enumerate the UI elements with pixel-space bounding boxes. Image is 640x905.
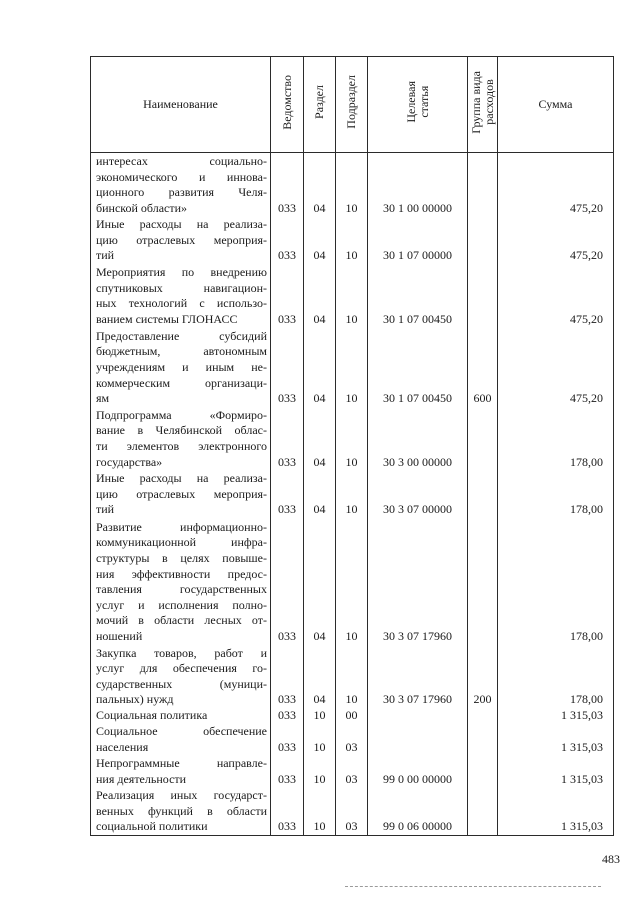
row-name-line: ных технологий с использо- [96, 296, 267, 311]
row-subsection: 10 [336, 327, 368, 406]
row-group [468, 724, 498, 756]
row-subsection: 10 [336, 153, 368, 217]
row-name-line: ния эффективности предос- [96, 566, 267, 581]
row-name-line: ния деятельности [96, 771, 187, 786]
row-name-line: мочий в области лесных от- [96, 613, 267, 628]
row-target: 30 1 07 00450 [368, 327, 468, 406]
row-name-line: социальной политики [96, 819, 208, 834]
table-row [91, 264, 614, 327]
row-name-line: учреждениям и иным не- [96, 359, 267, 374]
table-header [91, 57, 614, 153]
row-name [91, 708, 271, 724]
row-dept: 033 [271, 518, 304, 645]
row-name [91, 327, 271, 406]
row-group [468, 264, 498, 327]
row-name-line: услуг и исполнения полно- [96, 597, 267, 612]
row-name [91, 518, 271, 645]
row-name-line: тий [96, 248, 115, 263]
row-group [468, 153, 498, 217]
row-name-line: коммуникационной инфра- [96, 535, 267, 550]
row-name-line: цию отраслевых мероприя- [96, 232, 267, 247]
row-section: 04 [304, 518, 336, 645]
row-name [91, 264, 271, 327]
row-subsection: 10 [336, 264, 368, 327]
row-amount: 178,00 [498, 645, 614, 708]
row-name-line: пальных) нужд [96, 692, 174, 707]
row-target: 99 0 00 00000 [368, 756, 468, 788]
row-name-line: услуг для обеспечения го- [96, 661, 267, 676]
row-amount: 178,00 [498, 470, 614, 518]
row-dept: 033 [271, 756, 304, 788]
table-row [91, 407, 614, 470]
row-amount: 178,00 [498, 518, 614, 645]
row-name-line: Непрограммные направле- [96, 756, 267, 771]
row-section: 10 [304, 787, 336, 835]
row-name-line: населения [96, 740, 149, 755]
row-name [91, 724, 271, 756]
row-name [91, 787, 271, 835]
row-amount: 475,20 [498, 153, 614, 217]
row-group [468, 216, 498, 264]
header-group: Группа вида расходов [468, 57, 498, 153]
header-name: Наименование [91, 57, 271, 153]
table-row [91, 708, 614, 724]
row-name [91, 645, 271, 708]
row-dept: 033 [271, 327, 304, 406]
row-subsection: 10 [336, 216, 368, 264]
row-name-line: ванием системы ГЛОНАСС [96, 311, 238, 326]
row-target: 30 1 07 00000 [368, 216, 468, 264]
row-name-line: ям [96, 391, 110, 406]
row-name-line: цию отраслевых мероприя- [96, 486, 267, 501]
row-name-line: тий [96, 502, 115, 517]
row-name [91, 470, 271, 518]
row-amount: 178,00 [498, 407, 614, 470]
row-target: 30 3 07 00000 [368, 470, 468, 518]
row-target [368, 724, 468, 756]
row-group [468, 518, 498, 645]
table-row [91, 756, 614, 788]
row-section: 04 [304, 216, 336, 264]
row-amount: 1 315,03 [498, 724, 614, 756]
row-name-line: венных функций в области [96, 803, 267, 818]
row-section: 04 [304, 470, 336, 518]
row-amount: 1 315,03 [498, 787, 614, 835]
row-name-line: ношений [96, 629, 143, 644]
row-subsection: 03 [336, 756, 368, 788]
row-dept: 033 [271, 787, 304, 835]
row-target: 30 1 07 00450 [368, 264, 468, 327]
header-subsection: Подраздел [336, 57, 368, 153]
row-name-line: вание в Челябинской облас- [96, 423, 267, 438]
row-section: 04 [304, 153, 336, 217]
row-name-line: Предоставление субсидий [96, 328, 267, 343]
row-name [91, 153, 271, 217]
row-name-line: бюджетным, автономным [96, 344, 267, 359]
row-section: 04 [304, 327, 336, 406]
table-body [91, 153, 614, 836]
header-dept: Ведомство [271, 57, 304, 153]
row-amount: 1 315,03 [498, 708, 614, 724]
row-amount: 475,20 [498, 264, 614, 327]
row-name-line: структуры в целях повыше- [96, 551, 267, 566]
row-group [468, 470, 498, 518]
row-name-line: Закупка товаров, работ и [96, 645, 267, 660]
table-row [91, 470, 614, 518]
row-name-line: сударственных (муници- [96, 676, 267, 691]
row-section: 10 [304, 756, 336, 788]
row-section: 04 [304, 264, 336, 327]
row-subsection: 10 [336, 518, 368, 645]
table-row [91, 787, 614, 835]
header-target: Целевая статья [368, 57, 468, 153]
row-subsection: 03 [336, 724, 368, 756]
row-dept: 033 [271, 216, 304, 264]
row-name-line: Развитие информационно- [96, 519, 267, 534]
row-name-line: ционного развития Челя- [96, 185, 267, 200]
table-row [91, 724, 614, 756]
row-group [468, 787, 498, 835]
page-number: 483 [602, 852, 620, 866]
row-subsection: 03 [336, 787, 368, 835]
row-target: 30 3 00 00000 [368, 407, 468, 470]
row-dept: 033 [271, 708, 304, 724]
row-subsection: 10 [336, 407, 368, 470]
row-group: 200 [468, 645, 498, 708]
row-amount: 475,20 [498, 216, 614, 264]
row-subsection: 10 [336, 645, 368, 708]
row-name [91, 216, 271, 264]
row-target: 30 1 00 00000 [368, 153, 468, 217]
row-group [468, 708, 498, 724]
row-subsection: 10 [336, 470, 368, 518]
row-section: 10 [304, 708, 336, 724]
table-row [91, 518, 614, 645]
row-target: 30 3 07 17960 [368, 518, 468, 645]
header-amount: Сумма [498, 57, 614, 153]
row-name-line: спутниковых навигацион- [96, 280, 267, 295]
table-row [91, 327, 614, 406]
row-name-line: интересах социально- [96, 154, 267, 169]
budget-table [90, 56, 614, 836]
row-target: 30 3 07 17960 [368, 645, 468, 708]
row-dept: 033 [271, 470, 304, 518]
row-name-line: коммерческим организаци- [96, 375, 267, 390]
row-name-line: Иные расходы на реализа- [96, 470, 267, 485]
row-section: 04 [304, 645, 336, 708]
row-target: 99 0 06 00000 [368, 787, 468, 835]
row-group: 600 [468, 327, 498, 406]
row-group [468, 407, 498, 470]
table-row [91, 645, 614, 708]
header-section: Раздел [304, 57, 336, 153]
row-amount: 475,20 [498, 327, 614, 406]
row-dept: 033 [271, 645, 304, 708]
row-name [91, 756, 271, 788]
table-row [91, 216, 614, 264]
row-subsection: 00 [336, 708, 368, 724]
row-name-line: Подпрограмма «Формиро- [96, 407, 267, 422]
row-dept: 033 [271, 724, 304, 756]
row-dept: 033 [271, 407, 304, 470]
table-row [91, 153, 614, 217]
row-name-line: экономического и иннова- [96, 169, 267, 184]
row-name-line: государства» [96, 454, 163, 469]
row-name [91, 407, 271, 470]
row-section: 04 [304, 407, 336, 470]
row-group [468, 756, 498, 788]
row-name-line: Социальное обеспечение [96, 724, 267, 739]
row-dept: 033 [271, 264, 304, 327]
row-name-line: бинской области» [96, 200, 188, 215]
row-amount: 1 315,03 [498, 756, 614, 788]
row-name-line: Реализация иных государст- [96, 788, 267, 803]
row-section: 10 [304, 724, 336, 756]
row-name-line: тавления государственных [96, 582, 267, 597]
row-name-line: Социальная политика [96, 708, 208, 723]
row-name-line: Иные расходы на реализа- [96, 217, 267, 232]
row-name-line: Мероприятия по внедрению [96, 265, 267, 280]
footer-rule [345, 886, 601, 887]
row-target [368, 708, 468, 724]
row-name-line: ти элементов электронного [96, 439, 267, 453]
row-dept: 033 [271, 153, 304, 217]
